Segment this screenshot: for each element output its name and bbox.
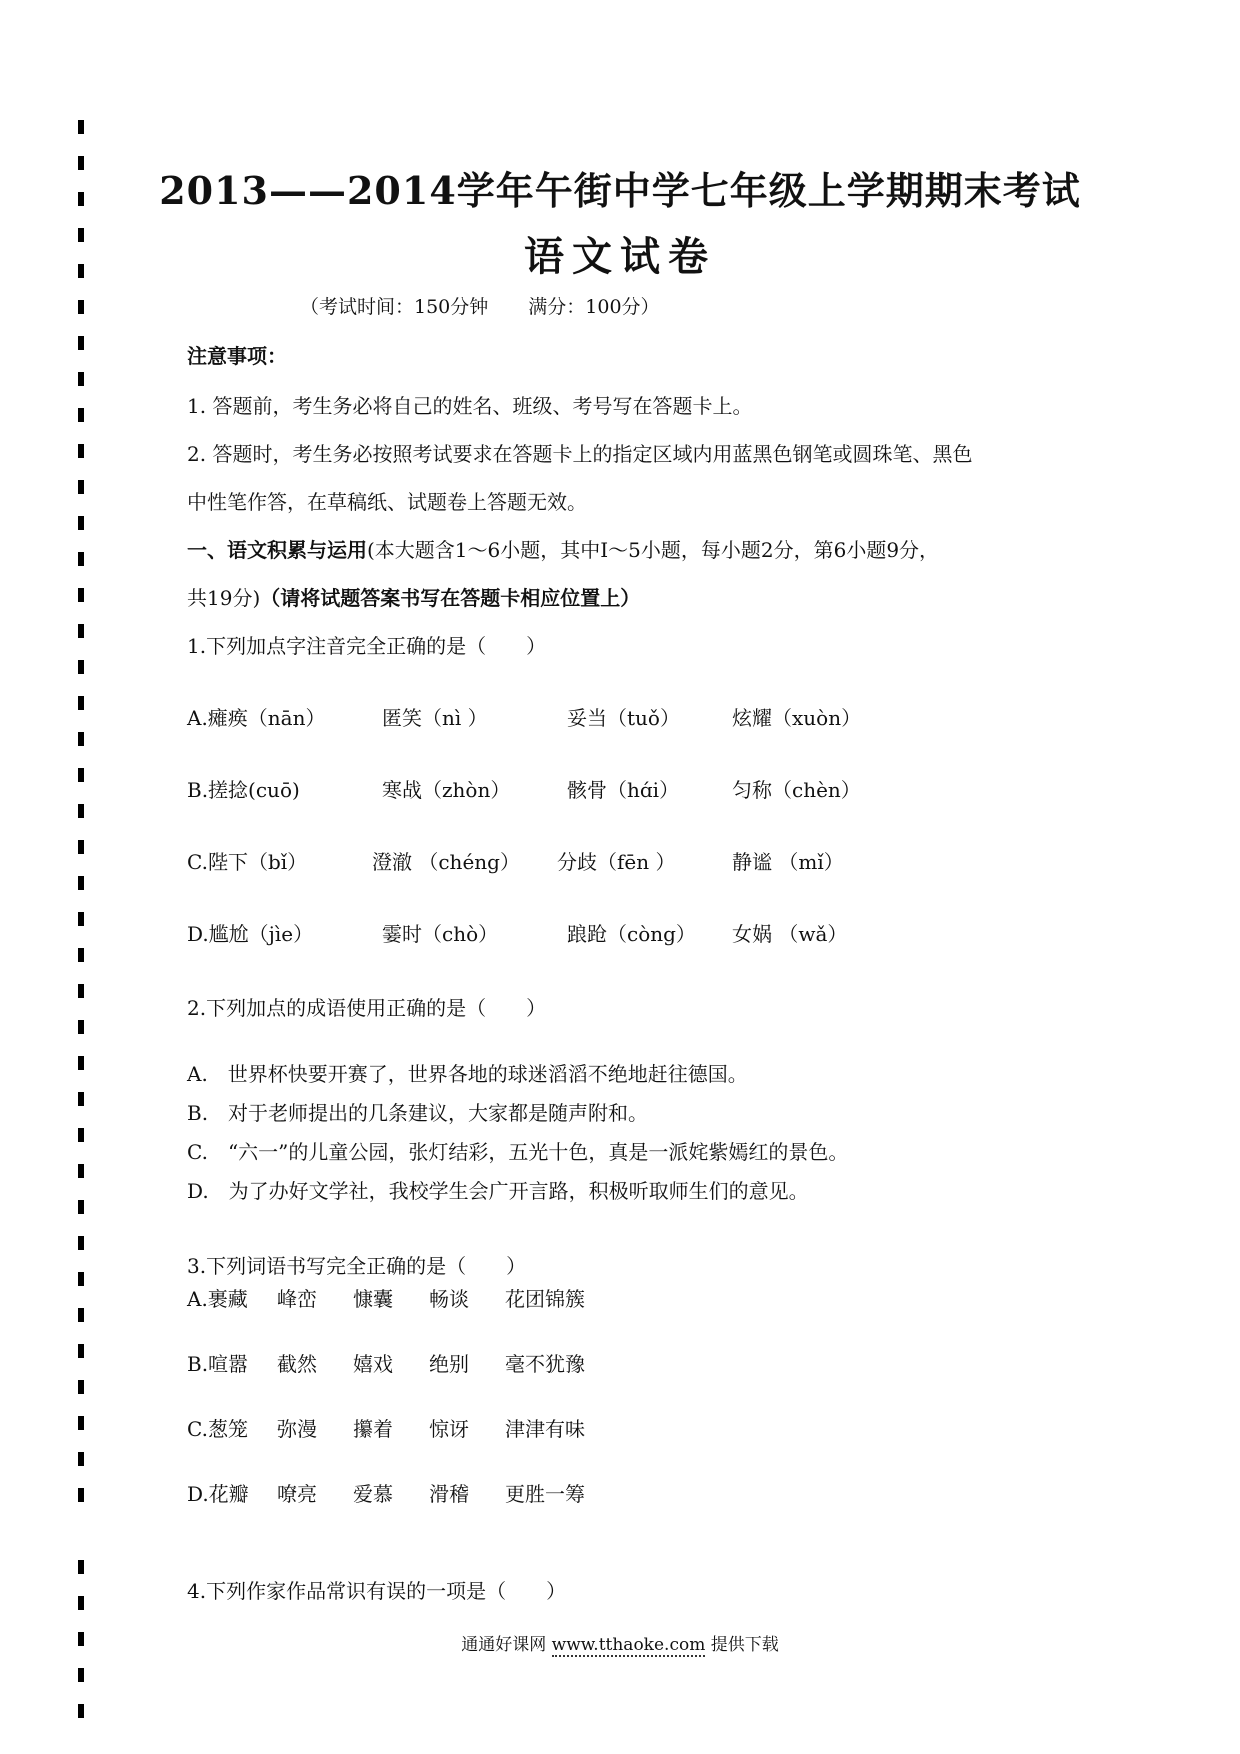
binding-dash (78, 444, 84, 458)
q3-option-word: 截然 (277, 1352, 317, 1376)
binding-dash (78, 1200, 84, 1214)
q1-option-cell: 分歧（fēn ） (557, 850, 676, 874)
footer-site-name: 通通好课网 (461, 1635, 547, 1655)
binding-dash (78, 516, 84, 530)
notice-item-1: 1. 答题前，考生务必将自己的姓名、班级、考号写在答题卡上。 (187, 394, 753, 418)
binding-dash (78, 660, 84, 674)
q3-option-word: 花团锦簇 (505, 1287, 585, 1311)
q1-option-cell: 妥当（tuǒ） (567, 706, 680, 730)
q1-option-cell: B.搓捻(cuō) (187, 778, 300, 802)
q3-stem: 3.下列词语书写完全正确的是（ ） (187, 1254, 527, 1278)
binding-dash (78, 1704, 84, 1718)
binding-dash (78, 408, 84, 422)
q3-option-word: 滑稽 (429, 1482, 469, 1506)
q1-option-cell: 澄澈 （chéng） (372, 850, 520, 874)
q1-option-cell: 女娲 （wǎ） (732, 922, 848, 946)
q1-stem: 1.下列加点字注音完全正确的是（ ） (187, 634, 547, 658)
q2-option: C. “六一”的儿童公园，张灯结彩，五光十色，真是一派姹紫嫣红的景色。 (187, 1140, 849, 1164)
q3-option-word: 爱慕 (353, 1482, 393, 1506)
binding-dash (78, 1668, 84, 1682)
section1-desc-1: (本大题含1～6小题，其中I～5小题，每小题2分，第6小题9分， (367, 538, 940, 562)
q3-option-word: B.喧嚣 (187, 1352, 249, 1376)
q1-option-cell: 霎时（chò） (382, 922, 499, 946)
binding-dash (78, 912, 84, 926)
binding-dash (78, 1416, 84, 1430)
binding-dash (78, 1380, 84, 1394)
binding-dash (78, 1452, 84, 1466)
q4-stem: 4.下列作家作品常识有误的一项是（ ） (187, 1579, 567, 1603)
footer-download-text: 提供下载 (710, 1635, 779, 1655)
section1-desc-bold: （请将试题答案书写在答题卡相应位置上） (260, 586, 641, 610)
q3-option-word: 毫不犹豫 (505, 1352, 585, 1376)
binding-dash (78, 1236, 84, 1250)
q1-option-cell: C.陛下（bǐ） (187, 850, 308, 874)
binding-dash (78, 480, 84, 494)
section1-line-1 (187, 534, 939, 563)
q3-option-word: 嬉戏 (353, 1352, 393, 1376)
binding-dash (78, 1560, 84, 1574)
q3-option-word: 攥着 (353, 1417, 393, 1441)
q2-option: A. 世界杯快要开赛了，世界各地的球迷滔滔不绝地赶往德国。 (187, 1062, 748, 1086)
page-footer (0, 1630, 1240, 1655)
notice-item-2-line-2: 中性笔作答，在草稿纸、试题卷上答题无效。 (187, 490, 587, 514)
binding-dash (78, 300, 84, 314)
q1-option-cell: 匿笑（nì ） (382, 706, 488, 730)
binding-dash (78, 552, 84, 566)
q2-option: D. 为了办好文学社，我校学生会广开言路，积极听取师生们的意见。 (187, 1179, 809, 1203)
q1-option-cell: 骸骨（hɑ́i） (567, 778, 680, 802)
binding-dash (78, 1020, 84, 1034)
q1-option-cell: 踉跄（còng） (567, 922, 696, 946)
section1-line-2 (187, 582, 640, 611)
q3-option-word: 更胜一筹 (505, 1482, 585, 1506)
exam-subtitle: 语文试卷 (524, 233, 716, 280)
binding-dash (78, 732, 84, 746)
binding-dash (78, 876, 84, 890)
notice-item-2-line-1: 2. 答题时，考生务必按照考试要求在答题卡上的指定区域内用蓝黑色钢笔或圆珠笔、黑色 (187, 442, 973, 466)
binding-dash (78, 1056, 84, 1070)
q3-option-word: 惊讶 (429, 1417, 469, 1441)
notice-heading: 注意事项： (187, 344, 287, 368)
binding-dash (78, 1272, 84, 1286)
binding-dash (78, 1596, 84, 1610)
q3-option-word: A.裹藏 (187, 1287, 248, 1311)
binding-dash (78, 696, 84, 710)
binding-dash (78, 588, 84, 602)
footer-url-link[interactable]: www.tthaoke.com (551, 1635, 706, 1655)
q3-option-word: 嘹亮 (277, 1482, 317, 1506)
section1-heading: 一、语文积累与运用 (187, 538, 367, 562)
q3-option-word: 绝别 (429, 1352, 469, 1376)
exam-info (300, 292, 660, 319)
binding-dash (78, 1092, 84, 1106)
q3-option-word: 弥漫 (277, 1417, 317, 1441)
binding-dash (78, 948, 84, 962)
binding-dash (78, 1308, 84, 1322)
q3-option-word: C.葱笼 (187, 1417, 248, 1441)
section1-desc-2: 共19分) (187, 586, 261, 610)
q3-option-word: 畅谈 (429, 1287, 469, 1311)
binding-dash (78, 120, 84, 134)
exam-time: （考试时间：150分钟 (300, 296, 489, 318)
binding-dash (78, 1344, 84, 1358)
q3-option-word: D.花瓣 (187, 1482, 249, 1506)
q1-option-cell: D.尴尬（jìe） (187, 922, 314, 946)
q2-option: B. 对于老师提出的几条建议，大家都是随声附和。 (187, 1101, 649, 1125)
binding-dash (78, 840, 84, 854)
q1-option-cell: 炫耀（xuòn） (732, 706, 862, 730)
binding-dash (78, 1164, 84, 1178)
q1-option-cell: 匀称（chèn） (732, 778, 861, 802)
exam-score: 满分：100分） (528, 296, 660, 318)
binding-dash (78, 804, 84, 818)
binding-dash (78, 624, 84, 638)
binding-margin-line (78, 120, 84, 1720)
q3-option-word: 慷囊 (353, 1287, 393, 1311)
binding-dash (78, 1128, 84, 1142)
binding-dash (78, 372, 84, 386)
exam-title: 2013——2014学年午街中学七年级上学期期末考试 (159, 168, 1081, 213)
q1-option-cell: A.瘫痪（nān） (187, 706, 326, 730)
q3-option-word: 津津有味 (505, 1417, 585, 1441)
binding-dash (78, 768, 84, 782)
q3-option-word: 峰峦 (277, 1287, 317, 1311)
binding-dash (78, 1488, 84, 1502)
binding-dash (78, 336, 84, 350)
q2-stem: 2.下列加点的成语使用正确的是（ ） (187, 996, 547, 1020)
q1-option-cell: 静谧 （mǐ） (732, 850, 844, 874)
binding-dash (78, 984, 84, 998)
q1-option-cell: 寒战（zhòn） (382, 778, 511, 802)
